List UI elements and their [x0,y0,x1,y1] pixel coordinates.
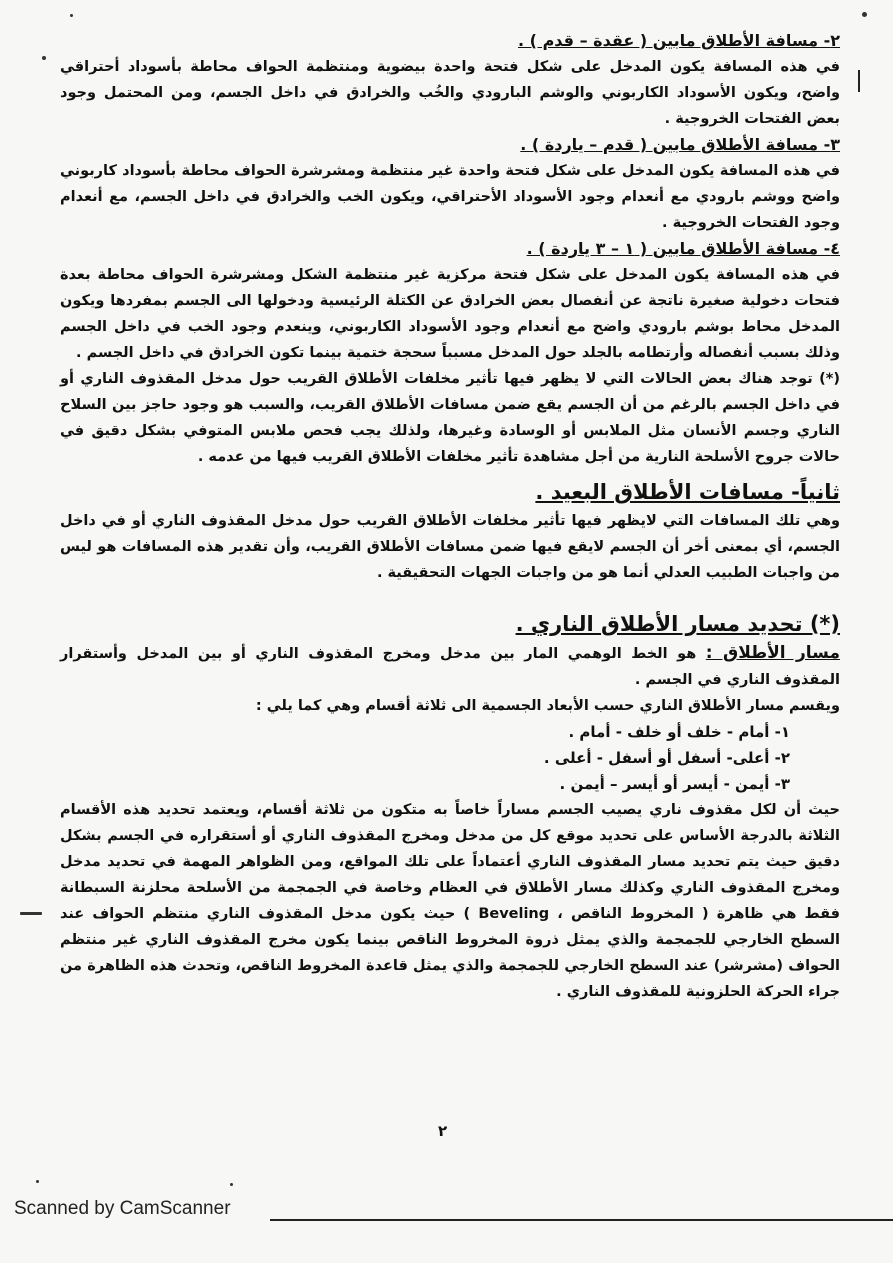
far-range-title: ثانياً- مسافات الأطلاق البعيد . [535,480,840,504]
definition-term: مسار الأطلاق : [705,643,840,663]
closing-paragraph: حيث أن لكل مقذوف ناري يصيب الجسم مساراً خاصاً به متكون من ثلاثة أقسام، ويعتمد تحديد هذه الأقسام الثلاثة بالدرجة الأساس على تحديد موقع كل من مدخل ومخرج المقذوف الناري أو أستقراره في الجسم بشكل دقيق حيث يتم تحديد مسار المقذوف الناري أعتماداً على تلك المواقع، ومن الظواهر المهمة في تحديد مدخل ومخرج المقذوف الناري وكذلك مسار الأطلاق في العظام وخاصة في الجمجمة من الأسلحة محلزنة السبطانة فقط هي ظاهرة ( المخروط الناقص ، Beveling ) حيث يكون مدخل المقذوف الناري منتظم الحواف عند السطح الخارجي للجمجمة والذي يمثل ذروة المخروط الناقص بينما يكون مخرج المقذوف الناري غير منتظم الحواف (مشرشر) عند السطح الخارجي للجمجمة والذي يمثل قاعدة المخروط الناقص، وتحدث هذه الظاهرة من جراء الحركة الحلزونية للمقذوف الناري . [60,802,840,1000]
scan-speck [862,12,867,17]
scanner-watermark: Scanned by CamScanner [14,1198,231,1219]
section-heading-4: ٤- مسافة الأطلاق مابين ( ١ – ٣ ياردة ) . [526,239,840,258]
margin-mark [858,70,860,92]
list-item: ٢- أعلى- أسفل أو أسفل - أعلى . [543,749,790,767]
trajectory-title: (*) تحديد مسار الأطلاق الناري . [515,612,840,636]
section-heading-3: ٣- مسافة الأطلاق مابين ( قدم – ياردة ) . [520,135,840,154]
section-body-4: في هذه المسافة يكون المدخل على شكل فتحة مركزية غير منتظمة الشكل ومشرشرة الحواف محاطة بعدة فتحات دخولية صغيرة ناتجة عن أنفصال بعض الخرادق عن الكتلة الرئيسية ودخولها الى الجسم بمفردها ويكون المدخل محاط بوشم بارودي واضح مع أنعدام وجود الأسوداد الكاربوني، وينعدم وجود الخب في داخل الجسم وذلك بسبب أنفصاله وأرتطامه بالجلد حول المدخل مسبباً سحجة ختمية بينما تكون الخرادق في داخل الجسم . [60,267,840,361]
trajectory-definition [60,640,840,693]
scan-speck [70,14,73,17]
scan-speck [36,1180,39,1183]
section-heading-2: ٢- مسافة الأطلاق مابين ( عقدة – قدم ) . [518,31,840,50]
note-paragraph: (*) توجد هناك بعض الحالات التي لا يظهر فيها تأثير مخلفات الأطلاق القريب حول مدخل المقذوف الناري أو في داخل الجسم بالرغم من أن الجسم يقع ضمن مسافات الأطلاق القريب، والسبب هو وجود حاجز بين السلاح الناري وجسم الأنسان مثل الملابس أو الوسادة وغيرها، ولذلك يجب فحص ملابس المتوفي بشكل دقيق في حالات جروح الأسلحة النارية من أجل مشاهدة تأثير مخلفات الأطلاق القريب فيها من عدمه . [60,371,840,465]
spacer [60,586,840,602]
definition-text: هو الخط الوهمي المار بين مدخل ومخرج المقذوف الناري أو بين المدخل وأستقرار المقذوف الناري في الجسم . [60,646,840,688]
scan-speck [20,912,42,915]
section-body-3: في هذه المسافة يكون المدخل على شكل فتحة واحدة غير منتظمة ومشرشرة الحواف محاطة بأسوداد كاربوني واضح ووشم بارودي مع أنعدام وجود الأسوداد الأحتراقي، ويكون الخب والخرادق في داخل الجسم، مع أنعدام وجود الفتحات الخروجية . [60,163,840,231]
scan-speck [230,1183,233,1186]
document-page [60,28,840,1005]
page-number: ٢ [438,1122,448,1140]
list-item: ٣- أيمن - أيسر أو أيسر – أيمن . [559,775,790,793]
section-body-2: في هذه المسافة يكون المدخل على شكل فتحة واحدة بيضوية ومنتظمة الحواف محاطة بأسوداد أحتراقي واضح، ويكون الأسوداد الكاربوني والوشم البارودي والخُب والخرادق في داخل الجسم، ومن المحتمل وجود بعض الفتحات الخروجية . [60,59,840,127]
footer-divider [270,1219,893,1221]
list-item: ١- أمام - خلف أو خلف - أمام . [568,723,790,741]
division-intro: ويقسم مسار الأطلاق الناري حسب الأبعاد الجسمية الى ثلاثة أقسام وهي كما يلي : [255,698,840,714]
far-range-body: وهي تلك المسافات التي لايظهر فيها تأثير مخلفات الأطلاق القريب حول مدخل المقذوف الناري أو في داخل الجسم، أي بمعنى أخر أن الجسم لايقع فيها ضمن مسافات الأطلاق القريب، وأن تقدير هذه المسافات هو ليس من واجبات الطبيب العدلي أنما هو من واجبات الجهات التحقيقية . [60,513,840,581]
scan-speck [42,56,46,60]
